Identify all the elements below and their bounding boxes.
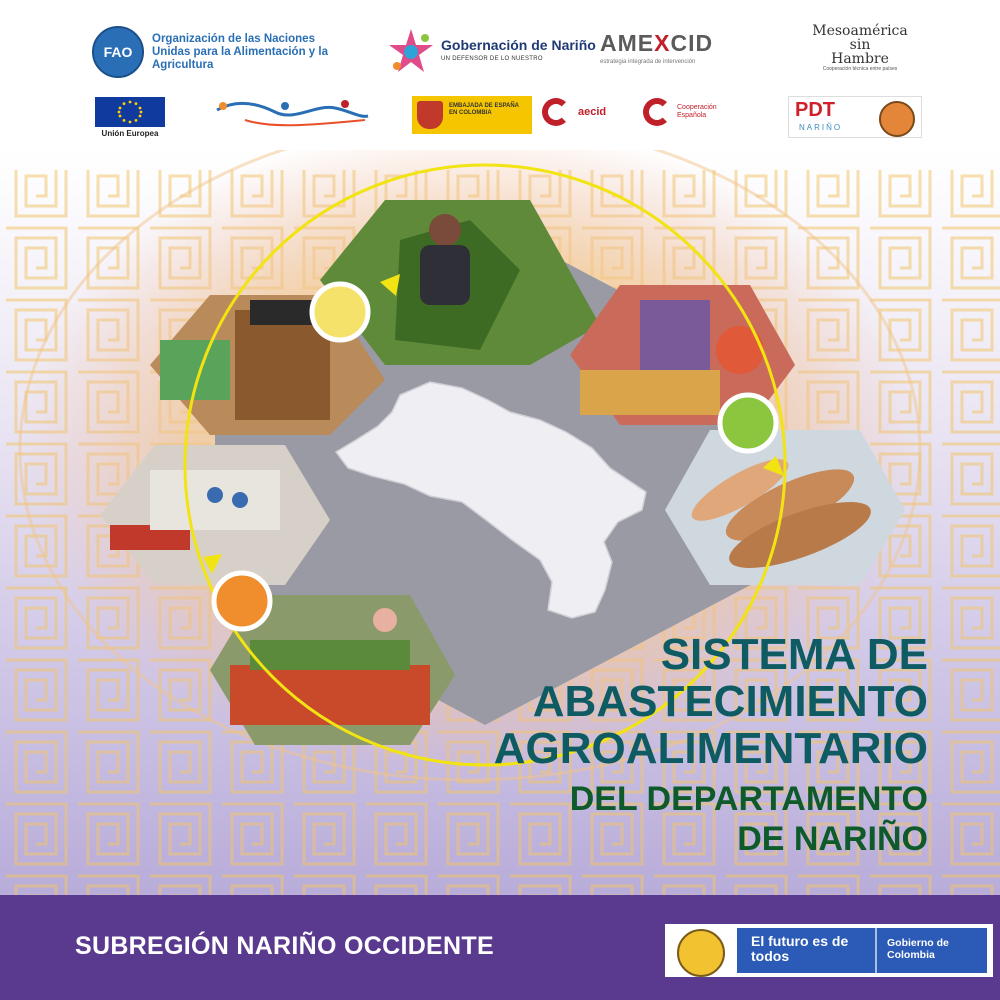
gobernacion-title: Gobernación de Nariño — [441, 37, 596, 53]
fondo-europeo-logo — [215, 98, 370, 130]
gobierno-banner — [737, 928, 987, 973]
colombia-shield-icon — [677, 929, 725, 977]
cooperacion-c-icon — [643, 98, 671, 126]
cooperacion-logo — [643, 98, 747, 126]
fao-acronym: FAO — [103, 44, 133, 60]
gobierno-colombia-logo — [665, 924, 993, 977]
pdt-sub: NARIÑO — [799, 123, 843, 132]
amexcid-logo — [600, 30, 713, 65]
meso-line3: Hambre — [831, 51, 889, 67]
pdt-narino-logo — [788, 96, 922, 138]
node-green — [720, 395, 776, 451]
fao-logo — [92, 26, 342, 78]
subregion-label: SUBREGIÓN NARIÑO OCCIDENTE — [75, 932, 494, 960]
amexcid-x: X — [654, 30, 671, 56]
eu-label: Unión Europea — [101, 129, 159, 138]
embajada-text: EMBAJADA DE ESPAÑA EN COLOMBIA — [449, 103, 519, 116]
cover-artwork — [0, 150, 1000, 895]
gobernacion-logo — [385, 26, 596, 78]
amexcid-tagline: estrategia integrada de intervención — [600, 59, 696, 65]
meso-tagline: Cooperación técnica entre países — [822, 66, 898, 72]
subtitle-line-2: DE NARIÑO — [737, 820, 928, 858]
star-icon — [385, 26, 437, 78]
embajada-espana-logo — [412, 96, 532, 134]
pdt-wordmark: PDT — [795, 99, 835, 121]
gobernacion-name — [441, 38, 596, 66]
amexcid-wordmark — [600, 30, 713, 57]
pdt-emblem-icon — [879, 101, 915, 137]
cooperacion-label: Cooperación Española — [677, 104, 717, 119]
gobernacion-tagline: UN DEFENSOR DE LO NUESTRO — [441, 56, 543, 62]
meso-line1: Mesoamérica — [812, 23, 908, 39]
subtitle-line-1: DEL DEPARTAMENTO — [569, 780, 928, 818]
meso-line2: sin — [849, 37, 871, 53]
eu-flag-icon — [95, 97, 165, 127]
fao-name: Organización de las Naciones Unidas para la Alimentación y la Agricultura — [152, 32, 328, 71]
spain-shield-icon — [417, 101, 443, 129]
banner-divider — [875, 928, 877, 973]
aecid-logo — [542, 98, 606, 126]
amexcid-suffix: CID — [670, 30, 714, 56]
amexcid-prefix: AME — [600, 30, 655, 56]
footer-band — [0, 895, 1000, 1000]
fao-emblem-icon — [92, 26, 144, 78]
title-line-1: SISTEMA DE — [660, 630, 928, 679]
node-orange — [214, 573, 270, 629]
mesoamerica-logo — [800, 24, 920, 72]
title-line-3: AGROALIMENTARIO — [493, 724, 928, 773]
eu-logo — [95, 97, 165, 138]
title-line-2: ABASTECIMIENTO — [532, 677, 928, 726]
aecid-label: aecid — [578, 106, 607, 118]
gobierno-label: Gobierno de Colombia — [887, 937, 949, 961]
futuro-slogan: El futuro es de todos — [751, 933, 849, 964]
aecid-c-icon — [542, 98, 570, 126]
logo-header — [0, 0, 1000, 150]
node-yellow — [312, 284, 368, 340]
